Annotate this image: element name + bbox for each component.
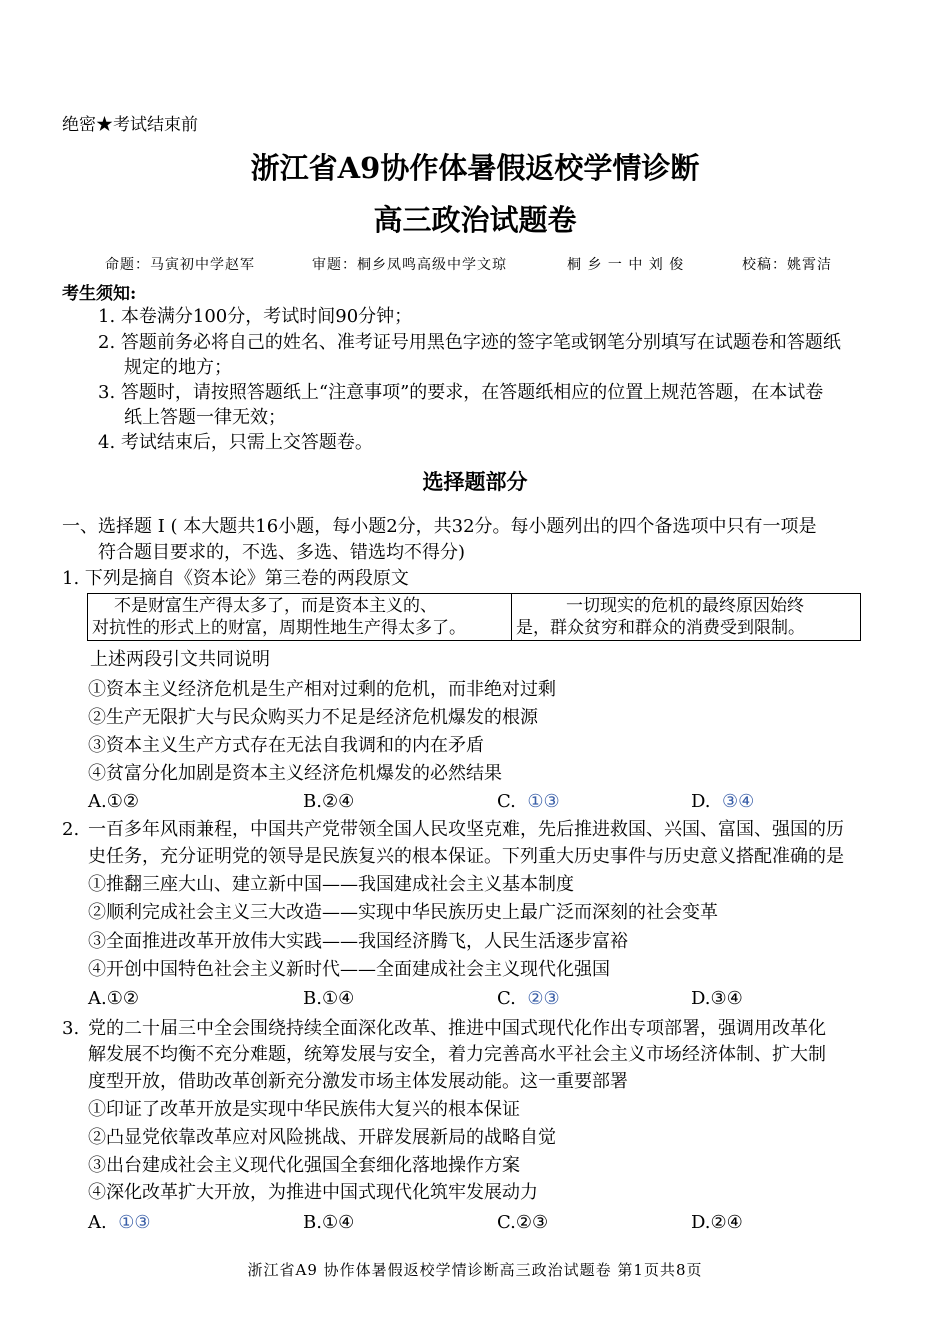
q3-statement: ①印证了改革开放是实现中华民族伟大复兴的根本保证 <box>88 1099 520 1120</box>
notice-item: 3. 答题时，请按照答题纸上“注意事项”的要求，在答题纸相应的位置上规范答题，在本试卷 <box>98 382 824 403</box>
q3-option-d[interactable]: D.②④ <box>691 1212 743 1233</box>
q3-stem-cont: 解发展不均衡不充分难题，统筹发展与安全，着力完善高水平社会主义市场经济体制、扩大制 <box>88 1044 826 1065</box>
q2-option-a[interactable]: A.①② <box>88 988 140 1009</box>
q3-number: 3. <box>62 1018 80 1039</box>
q1-statement: ②生产无限扩大与民众购买力不足是经济危机爆发的根源 <box>88 707 538 728</box>
quote-cell-left <box>88 594 512 641</box>
exam-subtitle: 高三政治试题卷 <box>373 203 577 237</box>
q2-statement: ②顺利完成社会主义三大改造——实现中华民族历史上最广泛而深刻的社会变革 <box>88 902 718 923</box>
author-reviewer: 审题：桐乡凤鸣高级中学文琼 <box>312 257 507 273</box>
q1-lead: 上述两段引文共同说明 <box>90 649 270 670</box>
q3-statement: ②凸显党依靠改革应对风险挑战、开辟发展新局的战略自觉 <box>88 1127 556 1148</box>
q1-option-c[interactable]: C. ①③ <box>497 791 560 812</box>
q1-stem: 1. 下列是摘自《资本论》第三卷的两段原文 <box>62 568 409 589</box>
part-intro-cont: 符合题目要求的，不选、多选、错选均不得分) <box>98 542 466 563</box>
notice-item-cont: 规定的地方； <box>124 357 232 378</box>
quote-cell-right <box>512 594 861 641</box>
notice-item: 4. 考试结束后，只需上交答题卷。 <box>98 432 373 453</box>
q3-option-b[interactable]: B.①④ <box>303 1212 355 1233</box>
q3-statement: ③出台建成社会主义现代化强国全套细化落地操作方案 <box>88 1155 520 1176</box>
q3-option-c[interactable]: C.②③ <box>497 1212 549 1233</box>
author-setter: 命题：马寅初中学赵军 <box>105 257 255 273</box>
notice-item: 2. 答题前务必将自己的姓名、准考证号用黑色字迹的签字笔或钢笔分别填写在试题卷和答题纸 <box>98 332 841 353</box>
q1-quote-table <box>87 593 861 641</box>
q2-statement: ①推翻三座大山、建立新中国——我国建成社会主义基本制度 <box>88 874 574 895</box>
q2-statement: ④开创中国特色社会主义新时代——全面建成社会主义现代化强国 <box>88 959 610 980</box>
quote-line: 不是财富生产得太多了，而是资本主义的、 <box>114 596 437 616</box>
notice-item: 1. 本卷满分100分，考试时间90分钟； <box>98 306 413 327</box>
section-title: 选择题部分 <box>422 469 528 494</box>
notice-item-cont: 纸上答题一律无效； <box>124 407 286 428</box>
q2-option-b[interactable]: B.①④ <box>303 988 355 1009</box>
q1-option-d[interactable]: D. ③④ <box>691 791 755 812</box>
q1-option-b[interactable]: B.②④ <box>303 791 355 812</box>
author-reviewer-2: 桐 乡 一 中 刘 俊 <box>567 257 685 273</box>
q3-stem-cont: 度型开放，借助改革创新充分激发市场主体发展动能。这一重要部署 <box>88 1071 628 1092</box>
quote-line: 对抗性的形式上的财富，周期性地生产得太多了。 <box>92 618 466 638</box>
q2-stem-cont: 史任务，充分证明党的领导是民族复兴的根本保证。下列重大历史事件与历史意义搭配准确的是 <box>88 846 844 867</box>
q3-option-a[interactable]: A. ①③ <box>88 1212 151 1233</box>
q2-option-c[interactable]: C. ②③ <box>497 988 560 1009</box>
q1-statement: ④贫富分化加剧是资本主义经济危机爆发的必然结果 <box>88 763 502 784</box>
quote-line: 一切现实的危机的最终原因始终 <box>566 596 804 616</box>
q3-stem: 党的二十届三中全会围绕持续全面深化改革、推进中国式现代化作出专项部署，强调用改革化 <box>88 1018 826 1039</box>
q2-stem: 一百多年风雨兼程，中国共产党带领全国人民攻坚克难，先后推进救国、兴国、富国、强国的历 <box>88 819 844 840</box>
part-intro: 一、选择题 I ( 本大题共16小题，每小题2分，共32分。每小题列出的四个备选项中只有一项是 <box>62 516 817 537</box>
q1-option-a[interactable]: A.①② <box>88 791 140 812</box>
quote-line: 是，群众贫穷和群众的消费受到限制。 <box>516 618 805 638</box>
q3-statement: ④深化改革扩大开放，为推进中国式现代化筑牢发展动力 <box>88 1182 538 1203</box>
author-proofreader: 校稿：姚霄洁 <box>742 257 832 273</box>
notice-heading: 考生须知: <box>62 284 137 304</box>
q2-option-d[interactable]: D.③④ <box>691 988 743 1009</box>
q1-statement: ①资本主义经济危机是生产相对过剩的危机，而非绝对过剩 <box>88 679 556 700</box>
confidential-label: 绝密★考试结束前 <box>62 115 198 135</box>
q1-statement: ③资本主义生产方式存在无法自我调和的内在矛盾 <box>88 735 484 756</box>
exam-title: 浙江省A9协作体暑假返校学情诊断 <box>250 151 700 185</box>
q2-number: 2. <box>62 819 80 840</box>
q2-statement: ③全面推进改革开放伟大实践——我国经济腾飞，人民生活逐步富裕 <box>88 931 628 952</box>
page-footer: 浙江省A9 协作体暑假返校学情诊断高三政治试题卷 第1页共8页 <box>247 1261 703 1279</box>
